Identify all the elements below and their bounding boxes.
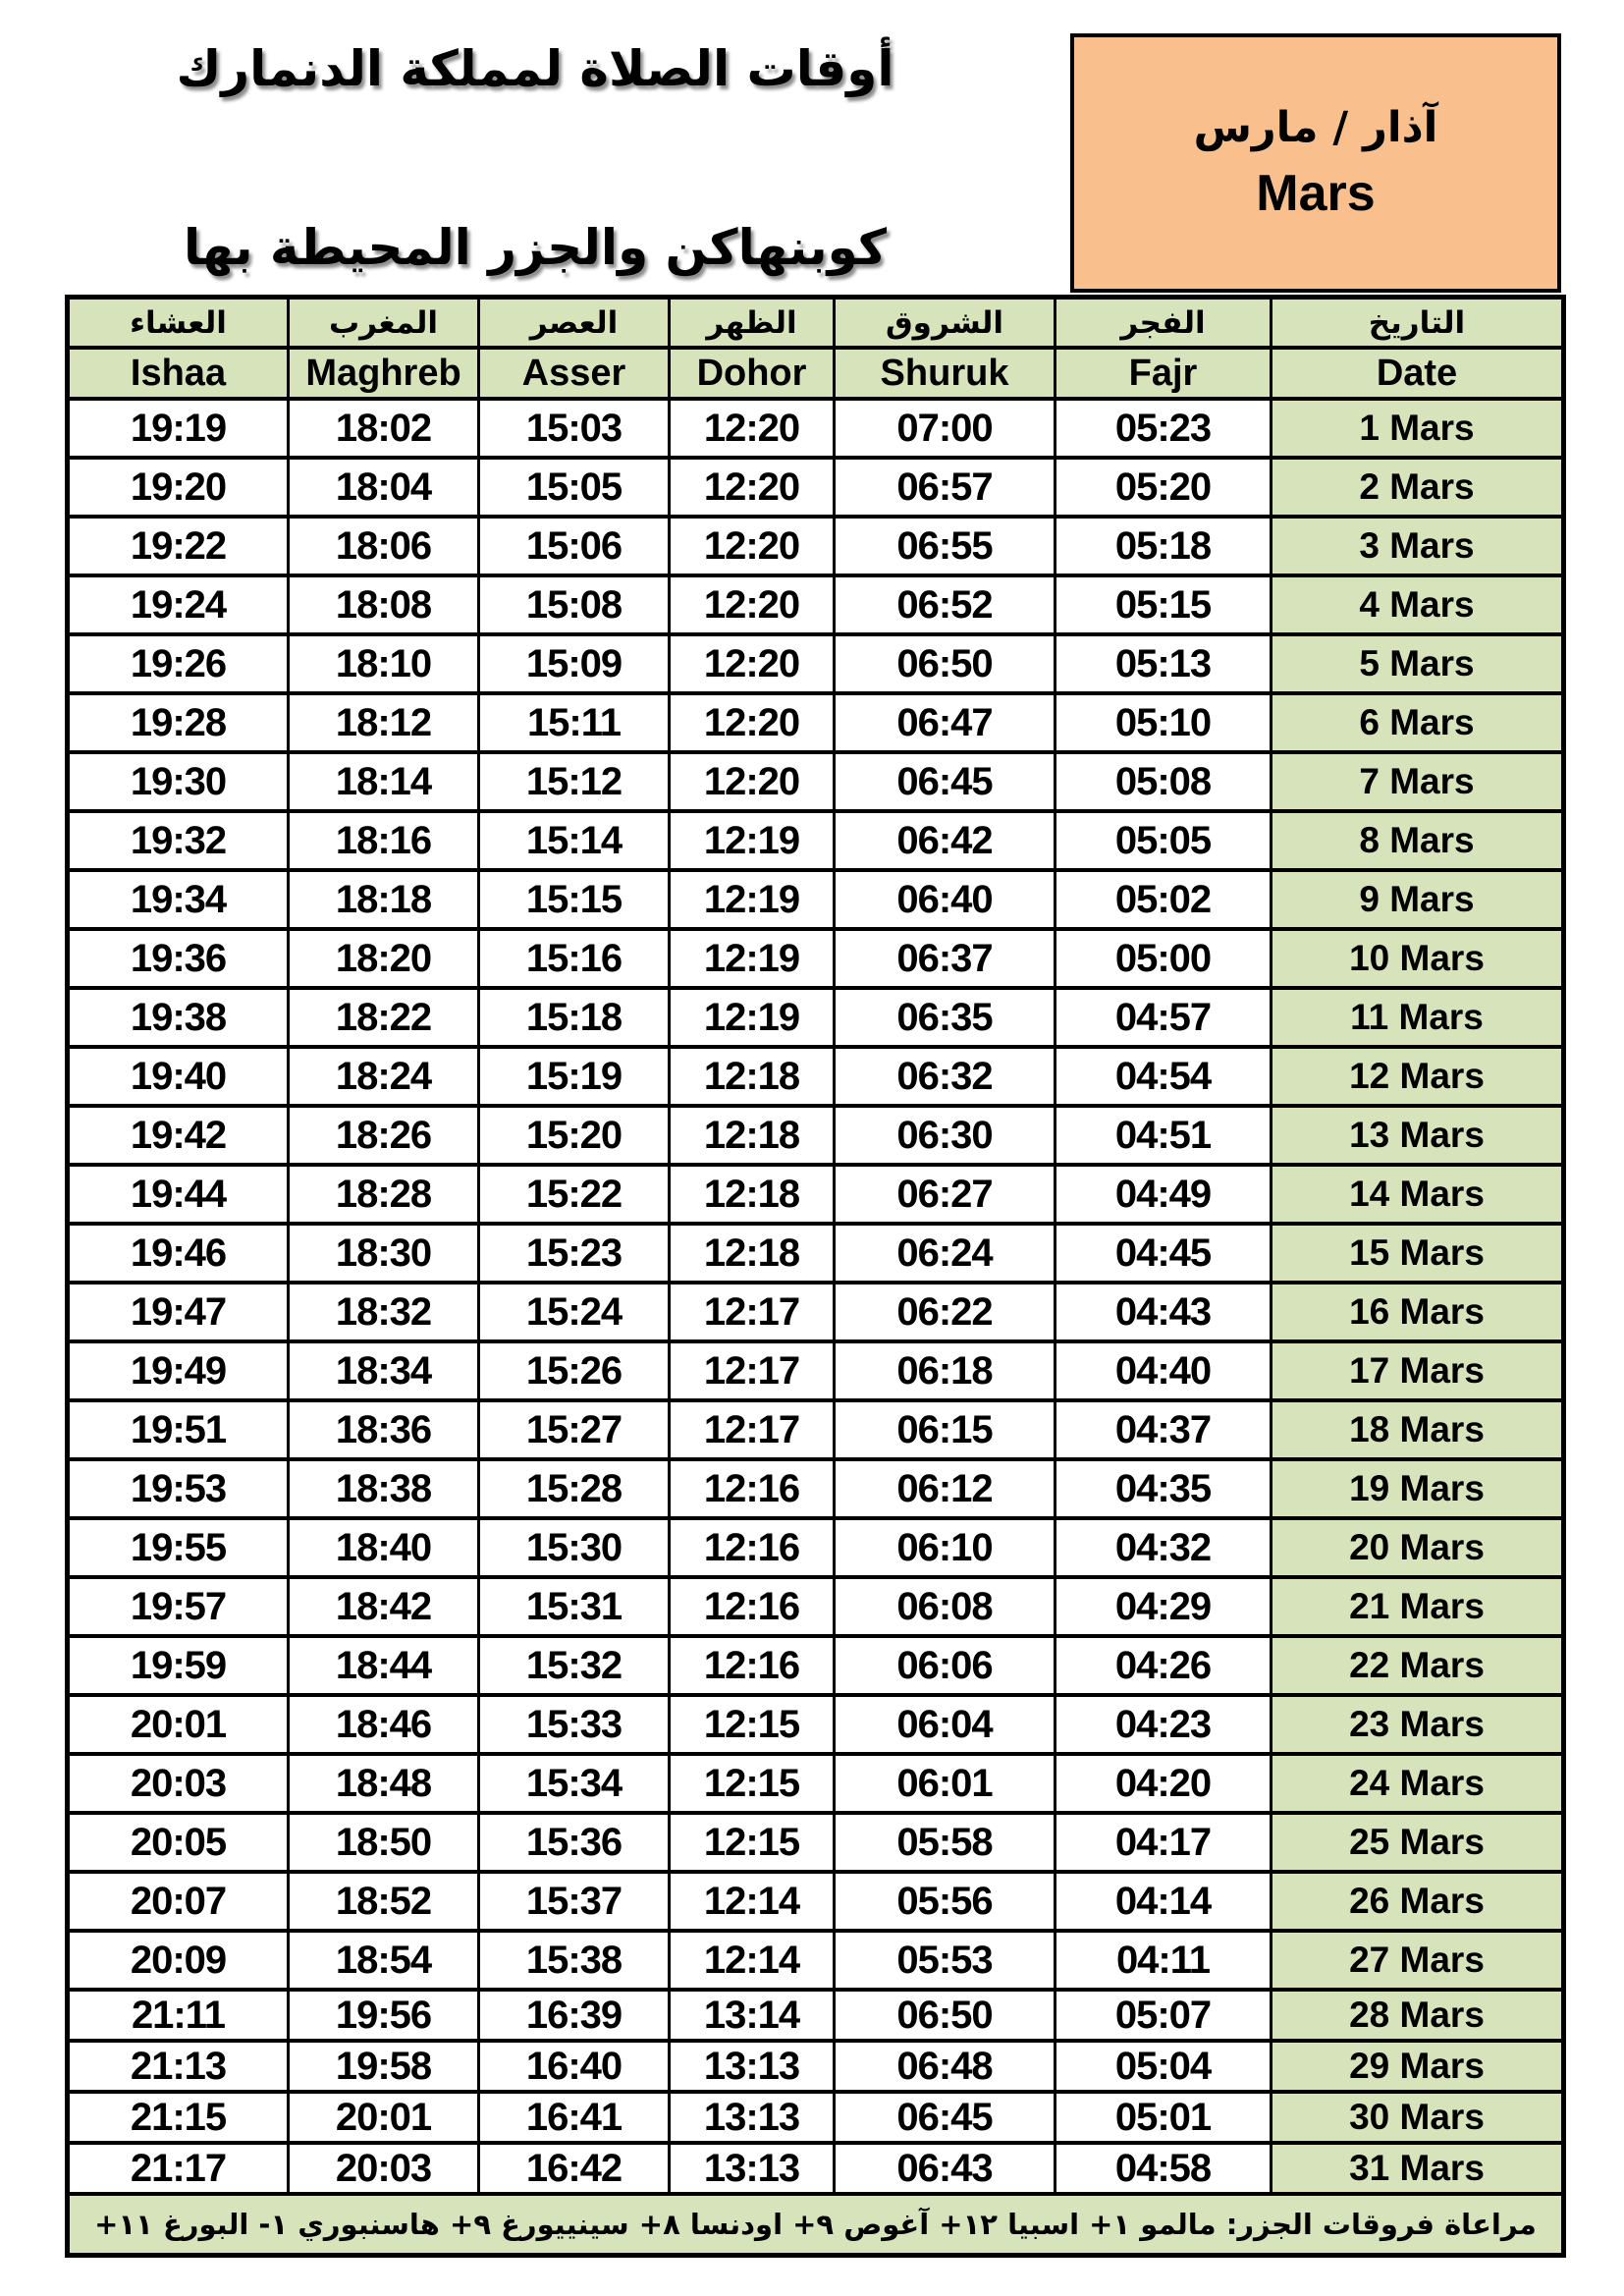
time-cell-asser: 16:40: [479, 2041, 670, 2092]
date-cell: 16 Mars: [1272, 1283, 1564, 1341]
time-cell-maghreb: 18:04: [289, 458, 479, 517]
time-cell-ishaa: 19:42: [68, 1106, 289, 1165]
table-row: [68, 1047, 1564, 1106]
time-cell-shuruk: 06:43: [835, 2143, 1056, 2194]
time-cell-fajr: 04:58: [1056, 2143, 1272, 2194]
time-cell-dohor: 12:14: [670, 1872, 835, 1931]
time-cell-dohor: 12:20: [670, 752, 835, 811]
table-row: [68, 634, 1564, 693]
time-cell-ishaa: 20:07: [68, 1872, 289, 1931]
table-row: [68, 2041, 1564, 2092]
time-cell-asser: 15:09: [479, 634, 670, 693]
time-cell-dohor: 13:13: [670, 2092, 835, 2143]
time-cell-asser: 15:15: [479, 870, 670, 929]
time-cell-ishaa: 19:38: [68, 988, 289, 1047]
col-header-maghreb-arabic: المغرب: [289, 298, 479, 349]
table-row: [68, 752, 1564, 811]
time-cell-fajr: 05:20: [1056, 458, 1272, 517]
time-cell-shuruk: 06:04: [835, 1695, 1056, 1754]
time-cell-fajr: 05:23: [1056, 399, 1272, 458]
time-cell-shuruk: 06:57: [835, 458, 1056, 517]
col-header-date-arabic: التاريخ: [1272, 298, 1564, 349]
time-cell-dohor: 12:20: [670, 517, 835, 575]
time-cell-fajr: 04:20: [1056, 1754, 1272, 1813]
date-cell: 6 Mars: [1272, 693, 1564, 752]
time-cell-maghreb: 18:28: [289, 1165, 479, 1224]
time-cell-fajr: 05:04: [1056, 2041, 1272, 2092]
date-cell: 13 Mars: [1272, 1106, 1564, 1165]
time-cell-fajr: 05:05: [1056, 811, 1272, 870]
time-cell-shuruk: 06:45: [835, 2092, 1056, 2143]
month-box: [1070, 33, 1561, 293]
time-cell-ishaa: 20:09: [68, 1931, 289, 1990]
date-cell: 18 Mars: [1272, 1400, 1564, 1459]
time-cell-ishaa: 19:57: [68, 1577, 289, 1636]
time-cell-maghreb: 18:12: [289, 693, 479, 752]
time-cell-dohor: 12:17: [670, 1341, 835, 1400]
table-row: [68, 1341, 1564, 1400]
time-cell-asser: 15:28: [479, 1459, 670, 1518]
time-cell-shuruk: 06:27: [835, 1165, 1056, 1224]
time-cell-maghreb: 18:20: [289, 929, 479, 988]
time-cell-ishaa: 19:36: [68, 929, 289, 988]
time-cell-asser: 15:22: [479, 1165, 670, 1224]
time-cell-ishaa: 19:24: [68, 575, 289, 634]
table-row: [68, 870, 1564, 929]
date-cell: 23 Mars: [1272, 1695, 1564, 1754]
date-cell: 17 Mars: [1272, 1341, 1564, 1400]
col-header-fajr-arabic: الفجر: [1056, 298, 1272, 349]
time-cell-ishaa: 21:17: [68, 2143, 289, 2194]
col-header-date: Date: [1272, 348, 1564, 399]
time-cell-maghreb: 18:22: [289, 988, 479, 1047]
time-cell-shuruk: 06:22: [835, 1283, 1056, 1341]
time-cell-ishaa: 19:49: [68, 1341, 289, 1400]
time-cell-shuruk: 06:50: [835, 1990, 1056, 2041]
page-title-line2: كوبنهاكن والجزر المحيطة بها: [183, 218, 888, 276]
time-cell-maghreb: 19:56: [289, 1990, 479, 2041]
col-header-dohor: Dohor: [670, 348, 835, 399]
month-name-arabic: آذار / مارس: [1193, 103, 1438, 152]
time-cell-dohor: 12:16: [670, 1577, 835, 1636]
time-cell-asser: 15:11: [479, 693, 670, 752]
date-cell: 9 Mars: [1272, 870, 1564, 929]
time-cell-asser: 15:27: [479, 1400, 670, 1459]
time-cell-shuruk: 06:42: [835, 811, 1056, 870]
time-cell-maghreb: 20:01: [289, 2092, 479, 2143]
table-row: [68, 1754, 1564, 1813]
table-row: [68, 1872, 1564, 1931]
table-row: [68, 517, 1564, 575]
time-cell-maghreb: 20:03: [289, 2143, 479, 2194]
time-cell-dohor: 12:20: [670, 399, 835, 458]
time-cell-maghreb: 18:48: [289, 1754, 479, 1813]
time-cell-ishaa: 19:32: [68, 811, 289, 870]
time-cell-fajr: 05:13: [1056, 634, 1272, 693]
time-cell-fajr: 04:29: [1056, 1577, 1272, 1636]
time-cell-fajr: 05:18: [1056, 517, 1272, 575]
time-cell-asser: 15:16: [479, 929, 670, 988]
time-cell-maghreb: 18:40: [289, 1518, 479, 1577]
footer-row: [68, 2194, 1564, 2256]
time-cell-maghreb: 18:44: [289, 1636, 479, 1695]
time-cell-shuruk: 05:56: [835, 1872, 1056, 1931]
table-row: [68, 693, 1564, 752]
table-row: [68, 811, 1564, 870]
time-cell-maghreb: 18:14: [289, 752, 479, 811]
time-cell-dohor: 12:18: [670, 1165, 835, 1224]
time-cell-shuruk: 06:12: [835, 1459, 1056, 1518]
time-cell-maghreb: 18:54: [289, 1931, 479, 1990]
time-cell-dohor: 12:17: [670, 1283, 835, 1341]
time-cell-dohor: 12:19: [670, 988, 835, 1047]
time-cell-maghreb: 18:24: [289, 1047, 479, 1106]
time-cell-asser: 15:30: [479, 1518, 670, 1577]
page-title: [44, 29, 1026, 283]
time-cell-maghreb: 18:52: [289, 1872, 479, 1931]
time-cell-ishaa: 19:46: [68, 1224, 289, 1283]
time-cell-shuruk: 06:50: [835, 634, 1056, 693]
time-cell-asser: 15:19: [479, 1047, 670, 1106]
time-cell-shuruk: 06:40: [835, 870, 1056, 929]
time-cell-dohor: 12:15: [670, 1813, 835, 1872]
time-cell-fajr: 04:57: [1056, 988, 1272, 1047]
time-cell-asser: 16:41: [479, 2092, 670, 2143]
time-cell-fajr: 05:01: [1056, 2092, 1272, 2143]
table-row: [68, 458, 1564, 517]
time-cell-asser: 16:39: [479, 1990, 670, 2041]
time-cell-asser: 15:20: [479, 1106, 670, 1165]
date-cell: 28 Mars: [1272, 1990, 1564, 2041]
time-cell-ishaa: 19:47: [68, 1283, 289, 1341]
col-header-dohor-arabic: الظهر: [670, 298, 835, 349]
time-cell-fajr: 05:08: [1056, 752, 1272, 811]
time-cell-dohor: 12:20: [670, 458, 835, 517]
time-cell-asser: 15:12: [479, 752, 670, 811]
col-header-ishaa: Ishaa: [68, 348, 289, 399]
time-cell-asser: 15:32: [479, 1636, 670, 1695]
time-cell-maghreb: 18:36: [289, 1400, 479, 1459]
time-cell-maghreb: 18:34: [289, 1341, 479, 1400]
time-cell-maghreb: 18:38: [289, 1459, 479, 1518]
time-cell-fajr: 04:54: [1056, 1047, 1272, 1106]
date-cell: 5 Mars: [1272, 634, 1564, 693]
time-cell-fajr: 05:10: [1056, 693, 1272, 752]
date-cell: 22 Mars: [1272, 1636, 1564, 1695]
table-row: [68, 575, 1564, 634]
table-row: [68, 1224, 1564, 1283]
time-cell-fajr: 04:23: [1056, 1695, 1272, 1754]
time-cell-shuruk: 06:45: [835, 752, 1056, 811]
time-cell-ishaa: 19:44: [68, 1165, 289, 1224]
col-header-asser-arabic: العصر: [479, 298, 670, 349]
time-cell-maghreb: 18:32: [289, 1283, 479, 1341]
time-cell-fajr: 04:35: [1056, 1459, 1272, 1518]
time-cell-ishaa: 19:22: [68, 517, 289, 575]
date-cell: 30 Mars: [1272, 2092, 1564, 2143]
table-row: [68, 1695, 1564, 1754]
date-cell: 1 Mars: [1272, 399, 1564, 458]
time-cell-asser: 15:31: [479, 1577, 670, 1636]
time-cell-asser: 15:36: [479, 1813, 670, 1872]
time-cell-asser: 15:14: [479, 811, 670, 870]
time-cell-ishaa: 20:05: [68, 1813, 289, 1872]
time-cell-maghreb: 18:18: [289, 870, 479, 929]
time-cell-shuruk: 06:37: [835, 929, 1056, 988]
time-cell-dohor: 12:18: [670, 1224, 835, 1283]
time-cell-asser: 16:42: [479, 2143, 670, 2194]
time-cell-fajr: 04:37: [1056, 1400, 1272, 1459]
time-cell-shuruk: 06:15: [835, 1400, 1056, 1459]
time-cell-shuruk: 06:18: [835, 1341, 1056, 1400]
table-row: [68, 1459, 1564, 1518]
date-cell: 27 Mars: [1272, 1931, 1564, 1990]
time-cell-shuruk: 06:06: [835, 1636, 1056, 1695]
time-cell-fajr: 04:32: [1056, 1518, 1272, 1577]
time-cell-dohor: 12:15: [670, 1754, 835, 1813]
time-cell-ishaa: 21:11: [68, 1990, 289, 2041]
table-row: [68, 1577, 1564, 1636]
date-cell: 3 Mars: [1272, 517, 1564, 575]
time-cell-fajr: 04:43: [1056, 1283, 1272, 1341]
time-cell-shuruk: 06:10: [835, 1518, 1056, 1577]
time-cell-dohor: 12:16: [670, 1459, 835, 1518]
time-cell-ishaa: 19:20: [68, 458, 289, 517]
table-row: [68, 1636, 1564, 1695]
time-cell-shuruk: 06:48: [835, 2041, 1056, 2092]
date-cell: 11 Mars: [1272, 988, 1564, 1047]
time-cell-fajr: 04:49: [1056, 1165, 1272, 1224]
time-cell-ishaa: 19:34: [68, 870, 289, 929]
time-cell-ishaa: 19:55: [68, 1518, 289, 1577]
table-header: [68, 298, 1564, 400]
date-cell: 2 Mars: [1272, 458, 1564, 517]
time-cell-maghreb: 18:26: [289, 1106, 479, 1165]
time-cell-asser: 15:37: [479, 1872, 670, 1931]
col-header-maghreb: Maghreb: [289, 348, 479, 399]
time-cell-shuruk: 06:52: [835, 575, 1056, 634]
time-cell-fajr: 04:17: [1056, 1813, 1272, 1872]
time-cell-asser: 15:24: [479, 1283, 670, 1341]
date-cell: 14 Mars: [1272, 1165, 1564, 1224]
time-cell-asser: 15:03: [479, 399, 670, 458]
time-cell-dohor: 12:14: [670, 1931, 835, 1990]
time-cell-asser: 15:05: [479, 458, 670, 517]
date-cell: 4 Mars: [1272, 575, 1564, 634]
time-cell-maghreb: 18:10: [289, 634, 479, 693]
time-cell-maghreb: 18:02: [289, 399, 479, 458]
table-footer: [68, 2194, 1564, 2256]
table-row: [68, 988, 1564, 1047]
time-cell-shuruk: 05:53: [835, 1931, 1056, 1990]
page-title-line1: أوقات الصلاة لمملكة الدنمارك: [176, 40, 894, 97]
date-cell: 24 Mars: [1272, 1754, 1564, 1813]
time-cell-maghreb: 18:30: [289, 1224, 479, 1283]
time-cell-asser: 15:33: [479, 1695, 670, 1754]
time-cell-maghreb: 18:42: [289, 1577, 479, 1636]
date-cell: 31 Mars: [1272, 2143, 1564, 2194]
time-cell-shuruk: 06:47: [835, 693, 1056, 752]
col-header-ishaa-arabic: العشاء: [68, 298, 289, 349]
time-cell-fajr: 04:51: [1056, 1106, 1272, 1165]
time-cell-ishaa: 19:53: [68, 1459, 289, 1518]
time-cell-shuruk: 06:24: [835, 1224, 1056, 1283]
time-cell-ishaa: 19:28: [68, 693, 289, 752]
date-cell: 10 Mars: [1272, 929, 1564, 988]
time-cell-ishaa: 20:01: [68, 1695, 289, 1754]
col-header-fajr: Fajr: [1056, 348, 1272, 399]
date-cell: 15 Mars: [1272, 1224, 1564, 1283]
time-cell-asser: 15:23: [479, 1224, 670, 1283]
date-cell: 12 Mars: [1272, 1047, 1564, 1106]
time-cell-shuruk: 07:00: [835, 399, 1056, 458]
time-cell-fajr: 05:15: [1056, 575, 1272, 634]
time-cell-dohor: 13:14: [670, 1990, 835, 2041]
time-cell-shuruk: 06:55: [835, 517, 1056, 575]
footer-note: مراعاة فروقات الجزر: مالمو ١+ اسبيا ١٢+ آغوص ٩+ اودنسا ٨+ سينييورغ ٩+ هاسنبوري ١- البورغ ١١+: [68, 2194, 1564, 2256]
header-row-arabic: [68, 298, 1564, 349]
time-cell-fajr: 05:02: [1056, 870, 1272, 929]
table-row: [68, 929, 1564, 988]
time-cell-ishaa: 19:26: [68, 634, 289, 693]
time-cell-dohor: 12:16: [670, 1518, 835, 1577]
month-name-latin: Mars: [1256, 165, 1376, 222]
time-cell-fajr: 04:40: [1056, 1341, 1272, 1400]
time-cell-dohor: 12:20: [670, 575, 835, 634]
time-cell-ishaa: 19:30: [68, 752, 289, 811]
table-row: [68, 1518, 1564, 1577]
time-cell-fajr: 04:45: [1056, 1224, 1272, 1283]
table-row: [68, 1400, 1564, 1459]
time-cell-ishaa: 20:03: [68, 1754, 289, 1813]
time-cell-dohor: 12:19: [670, 811, 835, 870]
date-cell: 29 Mars: [1272, 2041, 1564, 2092]
time-cell-shuruk: 06:35: [835, 988, 1056, 1047]
table-row: [68, 2143, 1564, 2194]
time-cell-fajr: 04:14: [1056, 1872, 1272, 1931]
time-cell-ishaa: 19:59: [68, 1636, 289, 1695]
time-cell-dohor: 12:20: [670, 634, 835, 693]
col-header-shuruk-arabic: الشروق: [835, 298, 1056, 349]
time-cell-asser: 15:26: [479, 1341, 670, 1400]
time-cell-fajr: 04:11: [1056, 1931, 1272, 1990]
date-cell: 8 Mars: [1272, 811, 1564, 870]
table-row: [68, 399, 1564, 458]
date-cell: 21 Mars: [1272, 1577, 1564, 1636]
date-cell: 7 Mars: [1272, 752, 1564, 811]
time-cell-asser: 15:34: [479, 1754, 670, 1813]
time-cell-shuruk: 06:08: [835, 1577, 1056, 1636]
time-cell-shuruk: 05:58: [835, 1813, 1056, 1872]
time-cell-dohor: 12:20: [670, 693, 835, 752]
time-cell-shuruk: 06:01: [835, 1754, 1056, 1813]
time-cell-maghreb: 18:06: [289, 517, 479, 575]
time-cell-asser: 15:38: [479, 1931, 670, 1990]
table-body: [68, 399, 1564, 2194]
time-cell-maghreb: 18:50: [289, 1813, 479, 1872]
table-row: [68, 1813, 1564, 1872]
date-cell: 25 Mars: [1272, 1813, 1564, 1872]
time-cell-fajr: 05:00: [1056, 929, 1272, 988]
time-cell-asser: 15:18: [479, 988, 670, 1047]
time-cell-dohor: 12:17: [670, 1400, 835, 1459]
time-cell-dohor: 12:18: [670, 1047, 835, 1106]
time-cell-ishaa: 21:13: [68, 2041, 289, 2092]
time-cell-dohor: 12:19: [670, 870, 835, 929]
table-row: [68, 1106, 1564, 1165]
col-header-asser: Asser: [479, 348, 670, 399]
table-row: [68, 1990, 1564, 2041]
time-cell-shuruk: 06:30: [835, 1106, 1056, 1165]
date-cell: 20 Mars: [1272, 1518, 1564, 1577]
table-row: [68, 2092, 1564, 2143]
col-header-shuruk: Shuruk: [835, 348, 1056, 399]
header-row-english: [68, 348, 1564, 399]
time-cell-ishaa: 21:15: [68, 2092, 289, 2143]
time-cell-dohor: 12:18: [670, 1106, 835, 1165]
time-cell-maghreb: 18:08: [289, 575, 479, 634]
date-cell: 26 Mars: [1272, 1872, 1564, 1931]
time-cell-fajr: 05:07: [1056, 1990, 1272, 2041]
table-row: [68, 1165, 1564, 1224]
time-cell-dohor: 12:16: [670, 1636, 835, 1695]
time-cell-ishaa: 19:40: [68, 1047, 289, 1106]
table-row: [68, 1931, 1564, 1990]
time-cell-maghreb: 18:46: [289, 1695, 479, 1754]
time-cell-dohor: 13:13: [670, 2143, 835, 2194]
time-cell-dohor: 13:13: [670, 2041, 835, 2092]
time-cell-maghreb: 18:16: [289, 811, 479, 870]
prayer-times-table: [65, 295, 1566, 2258]
time-cell-ishaa: 19:51: [68, 1400, 289, 1459]
time-cell-asser: 15:06: [479, 517, 670, 575]
time-cell-asser: 15:08: [479, 575, 670, 634]
table-row: [68, 1283, 1564, 1341]
time-cell-fajr: 04:26: [1056, 1636, 1272, 1695]
date-cell: 19 Mars: [1272, 1459, 1564, 1518]
time-cell-dohor: 12:15: [670, 1695, 835, 1754]
time-cell-shuruk: 06:32: [835, 1047, 1056, 1106]
time-cell-maghreb: 19:58: [289, 2041, 479, 2092]
time-cell-dohor: 12:19: [670, 929, 835, 988]
time-cell-ishaa: 19:19: [68, 399, 289, 458]
